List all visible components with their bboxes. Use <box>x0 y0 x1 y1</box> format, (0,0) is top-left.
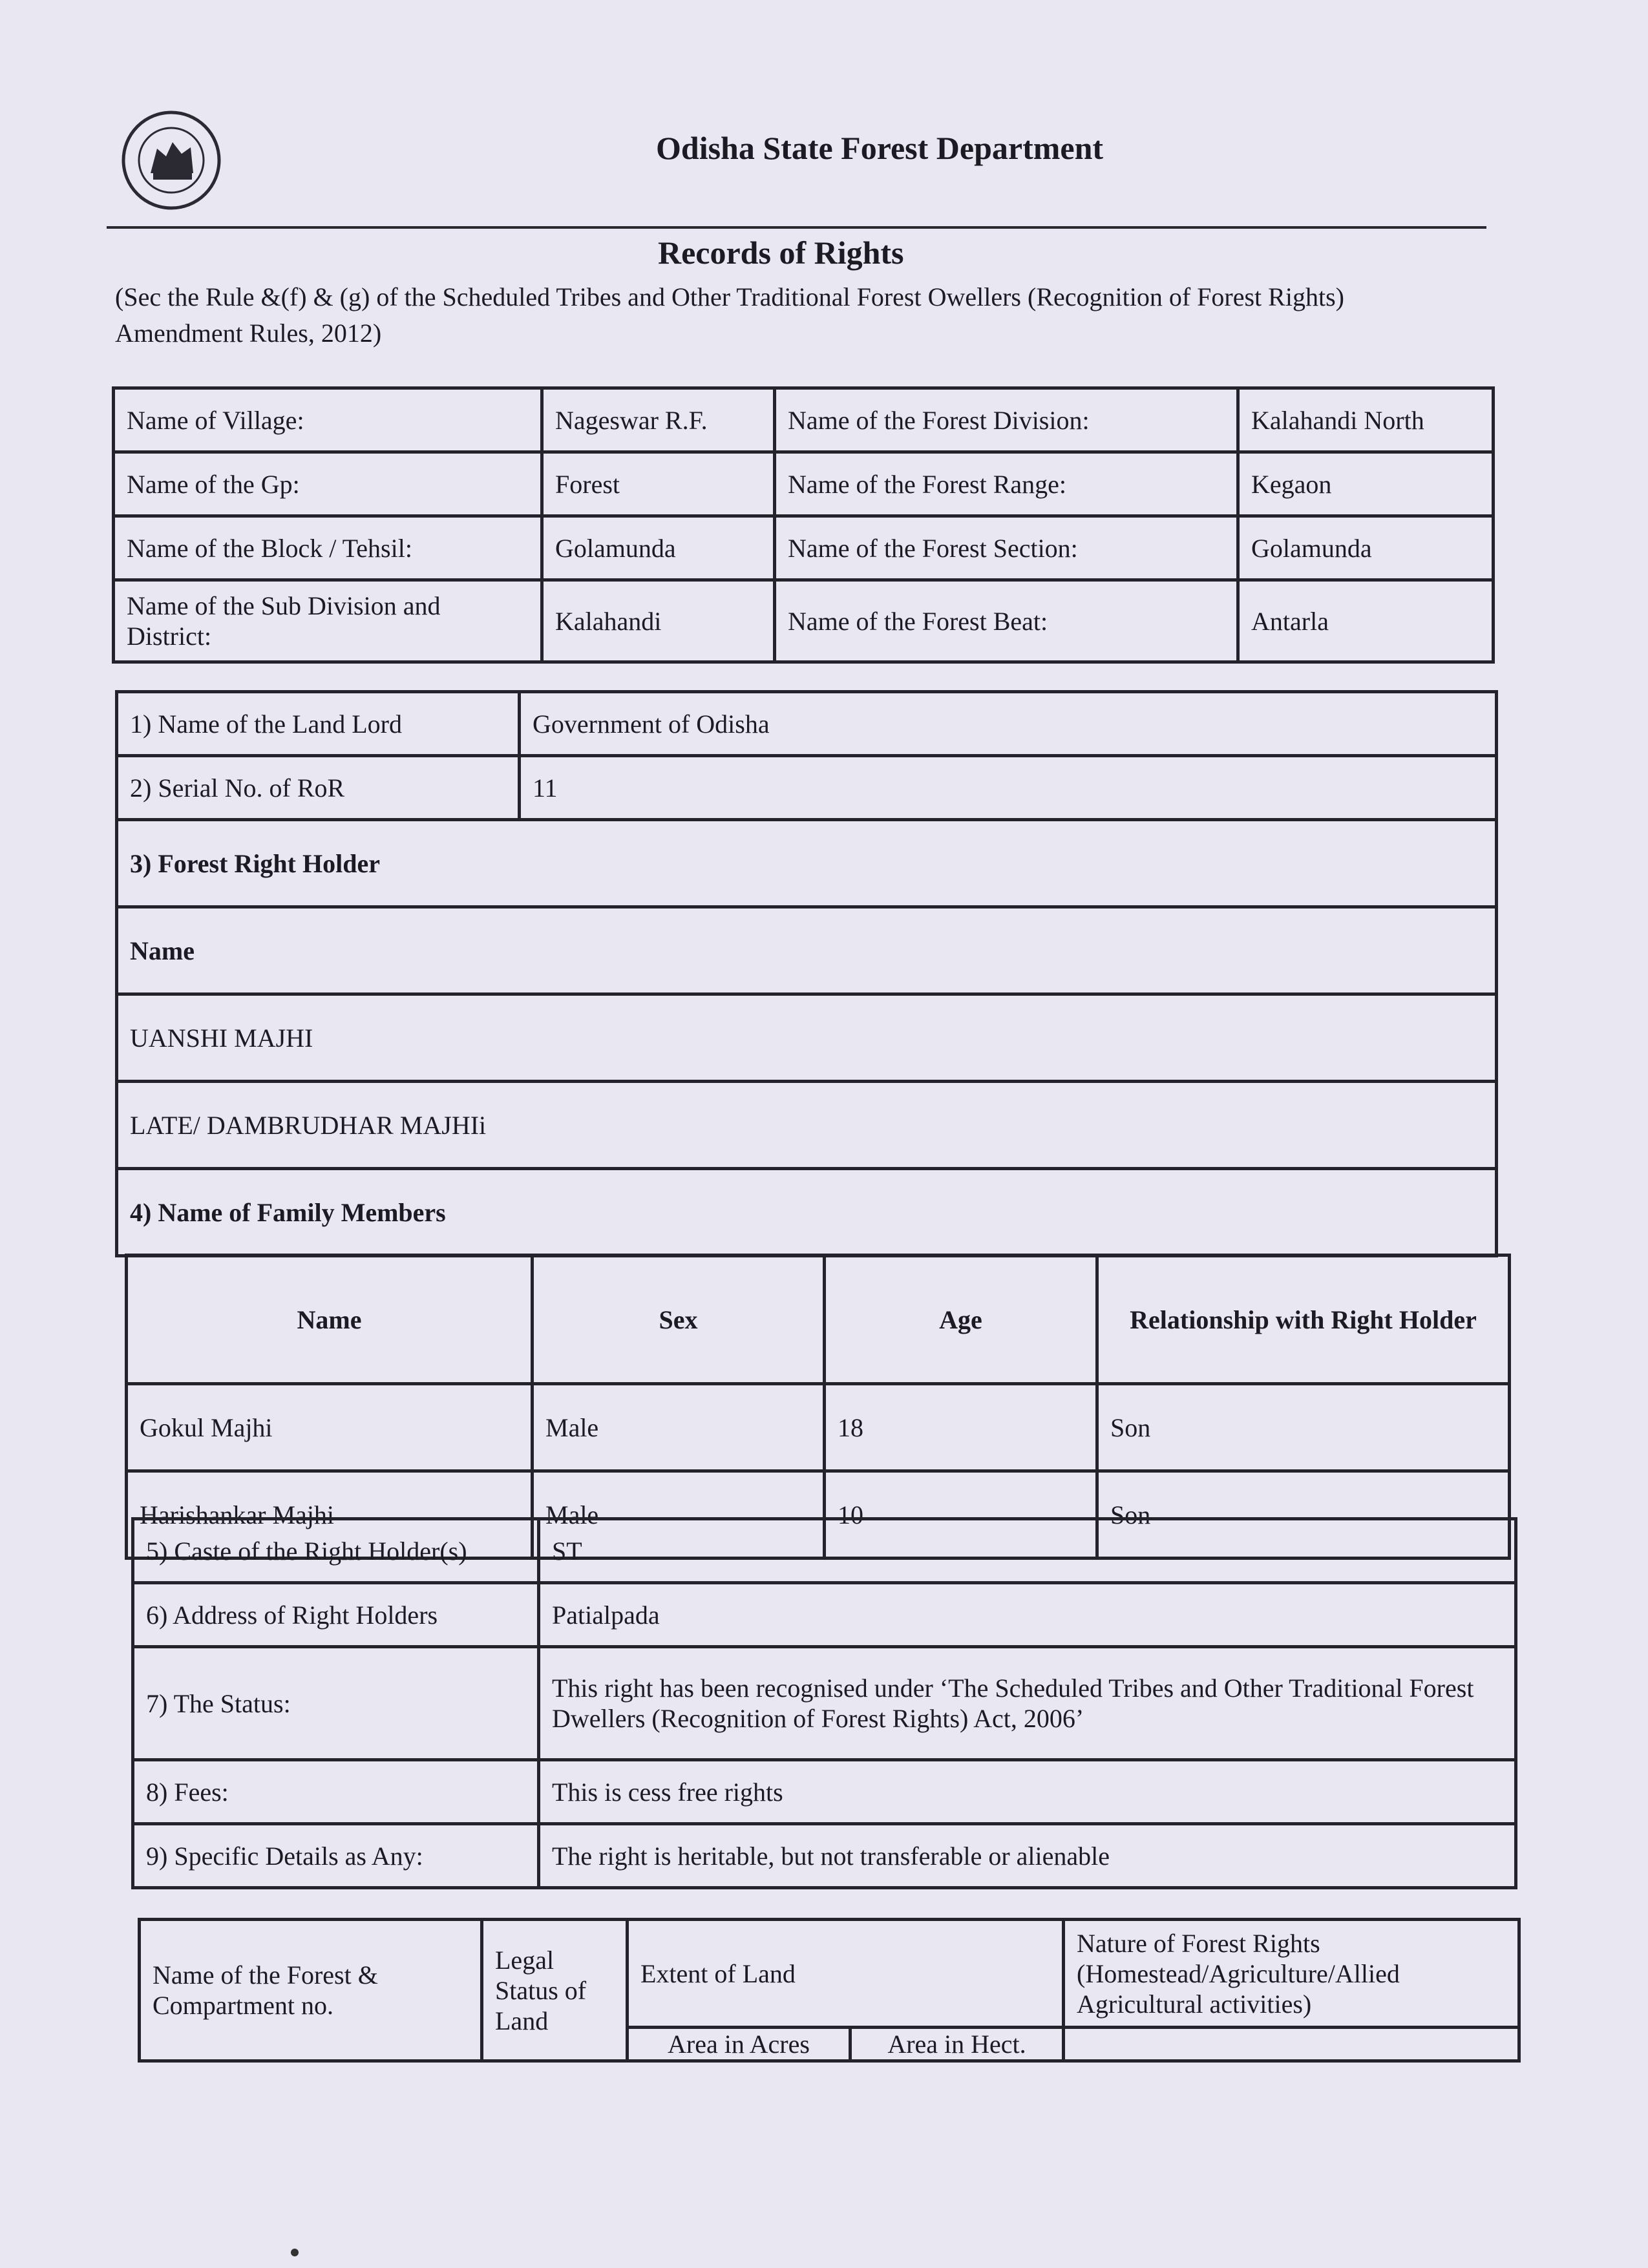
division-label: Name of the Forest Division: <box>775 388 1238 452</box>
fees-label: 8) Fees: <box>133 1760 539 1824</box>
division-value: Kalahandi North <box>1238 388 1494 452</box>
landlord-value: Government of Odisha <box>520 692 1497 756</box>
block-value: Golamunda <box>542 516 775 580</box>
serial-label: 2) Serial No. of RoR <box>117 756 520 820</box>
table-row <box>117 1169 1497 1256</box>
status-label: 7) The Status: <box>133 1647 539 1760</box>
area-hect-header: Area in Hect. <box>850 2028 1064 2061</box>
table-header-row <box>127 1255 1510 1384</box>
document-title: Records of Rights <box>658 235 904 271</box>
odisha-emblem-icon <box>120 109 223 212</box>
column-header: Relationship with Right Holder <box>1097 1255 1510 1384</box>
gp-value: Forest <box>542 452 775 516</box>
table-row <box>114 580 1494 662</box>
section-label: Name of the Forest Section: <box>775 516 1238 580</box>
header-divider <box>107 226 1486 229</box>
caste-value: ST <box>539 1519 1516 1583</box>
fees-value: This is cess free rights <box>539 1760 1516 1824</box>
column-header: Sex <box>533 1255 825 1384</box>
table-row <box>117 756 1497 820</box>
range-value: Kegaon <box>1238 452 1494 516</box>
table-row <box>133 1583 1516 1647</box>
nature-of-rights-header: Nature of Forest Rights (Homestead/Agriculture/Allied Agricultural activities) <box>1064 1920 1519 2028</box>
member-name: Gokul Majhi <box>127 1384 533 1471</box>
table-row <box>127 1384 1510 1471</box>
table-row <box>133 1824 1516 1888</box>
beat-label: Name of the Forest Beat: <box>775 580 1238 662</box>
table-row <box>117 820 1497 907</box>
details-table <box>131 1517 1517 1889</box>
village-label: Name of Village: <box>114 388 542 452</box>
block-label: Name of the Block / Tehsil: <box>114 516 542 580</box>
table-row <box>114 516 1494 580</box>
table-row <box>114 452 1494 516</box>
table-row <box>117 994 1497 1082</box>
holder-father-name: LATE/ DAMBRUDHAR MAJHIi <box>117 1082 1497 1169</box>
address-value: Patialpada <box>539 1583 1516 1647</box>
empty-cell <box>1064 2028 1519 2061</box>
serial-value: 11 <box>520 756 1497 820</box>
address-label: 6) Address of Right Holders <box>133 1583 539 1647</box>
document-subtitle: (Sec the Rule &(f) & (g) of the Scheduled Tribes and Other Traditional Forest Owellers (Recognition of Forest Rights) Amendment Rules, 2012) <box>115 282 1344 348</box>
table-row <box>133 1647 1516 1760</box>
table-row <box>117 692 1497 756</box>
specific-details-value: The right is heritable, but not transferable or alienable <box>539 1824 1516 1888</box>
member-sex: Male <box>533 1471 825 1559</box>
caste-label: 5) Caste of the Right Holder(s) <box>133 1519 539 1583</box>
table-row <box>117 1082 1497 1169</box>
land-details-table <box>138 1918 1521 2063</box>
legal-status-header: Legal Status of Land <box>482 1920 628 2061</box>
name-heading: Name <box>117 907 1497 994</box>
member-relationship: Son <box>1097 1384 1510 1471</box>
member-age: 18 <box>825 1384 1097 1471</box>
family-members-table <box>125 1254 1511 1560</box>
table-row <box>114 388 1494 452</box>
subdivision-value: Kalahandi <box>542 580 775 662</box>
landlord-label: 1) Name of the Land Lord <box>117 692 520 756</box>
beat-value: Antarla <box>1238 580 1494 662</box>
member-sex: Male <box>533 1384 825 1471</box>
holder-name: UANSHI MAJHI <box>117 994 1497 1082</box>
family-heading: 4) Name of Family Members <box>117 1169 1497 1256</box>
right-holder-table <box>115 690 1498 1257</box>
location-table <box>112 386 1495 664</box>
column-header: Name <box>127 1255 533 1384</box>
table-header-row <box>140 1920 1519 2028</box>
table-row <box>133 1519 1516 1583</box>
table-row <box>133 1760 1516 1824</box>
section-value: Golamunda <box>1238 516 1494 580</box>
specific-details-label: 9) Specific Details as Any: <box>133 1824 539 1888</box>
right-holder-heading: 3) Forest Right Holder <box>117 820 1497 907</box>
area-acres-header: Area in Acres <box>628 2028 850 2061</box>
ink-dot <box>291 2249 299 2256</box>
status-value: This right has been recognised under ‘The Scheduled Tribes and Other Traditional Forest Dwellers (Recognition of Forest Rights) Act, 2006’ <box>539 1647 1516 1760</box>
column-header: Age <box>825 1255 1097 1384</box>
gp-label: Name of the Gp: <box>114 452 542 516</box>
extent-of-land-header: Extent of Land <box>628 1920 1064 2028</box>
member-relationship: Son <box>1097 1471 1510 1559</box>
department-title: Odisha State Forest Department <box>656 130 1104 166</box>
forest-compartment-header: Name of the Forest & Compartment no. <box>140 1920 482 2061</box>
member-name: Harishankar Majhi <box>127 1471 533 1559</box>
table-row <box>117 907 1497 994</box>
village-value: Nageswar R.F. <box>542 388 775 452</box>
member-age: 10 <box>825 1471 1097 1559</box>
subdivision-label: Name of the Sub Division and District: <box>114 580 542 662</box>
range-label: Name of the Forest Range: <box>775 452 1238 516</box>
